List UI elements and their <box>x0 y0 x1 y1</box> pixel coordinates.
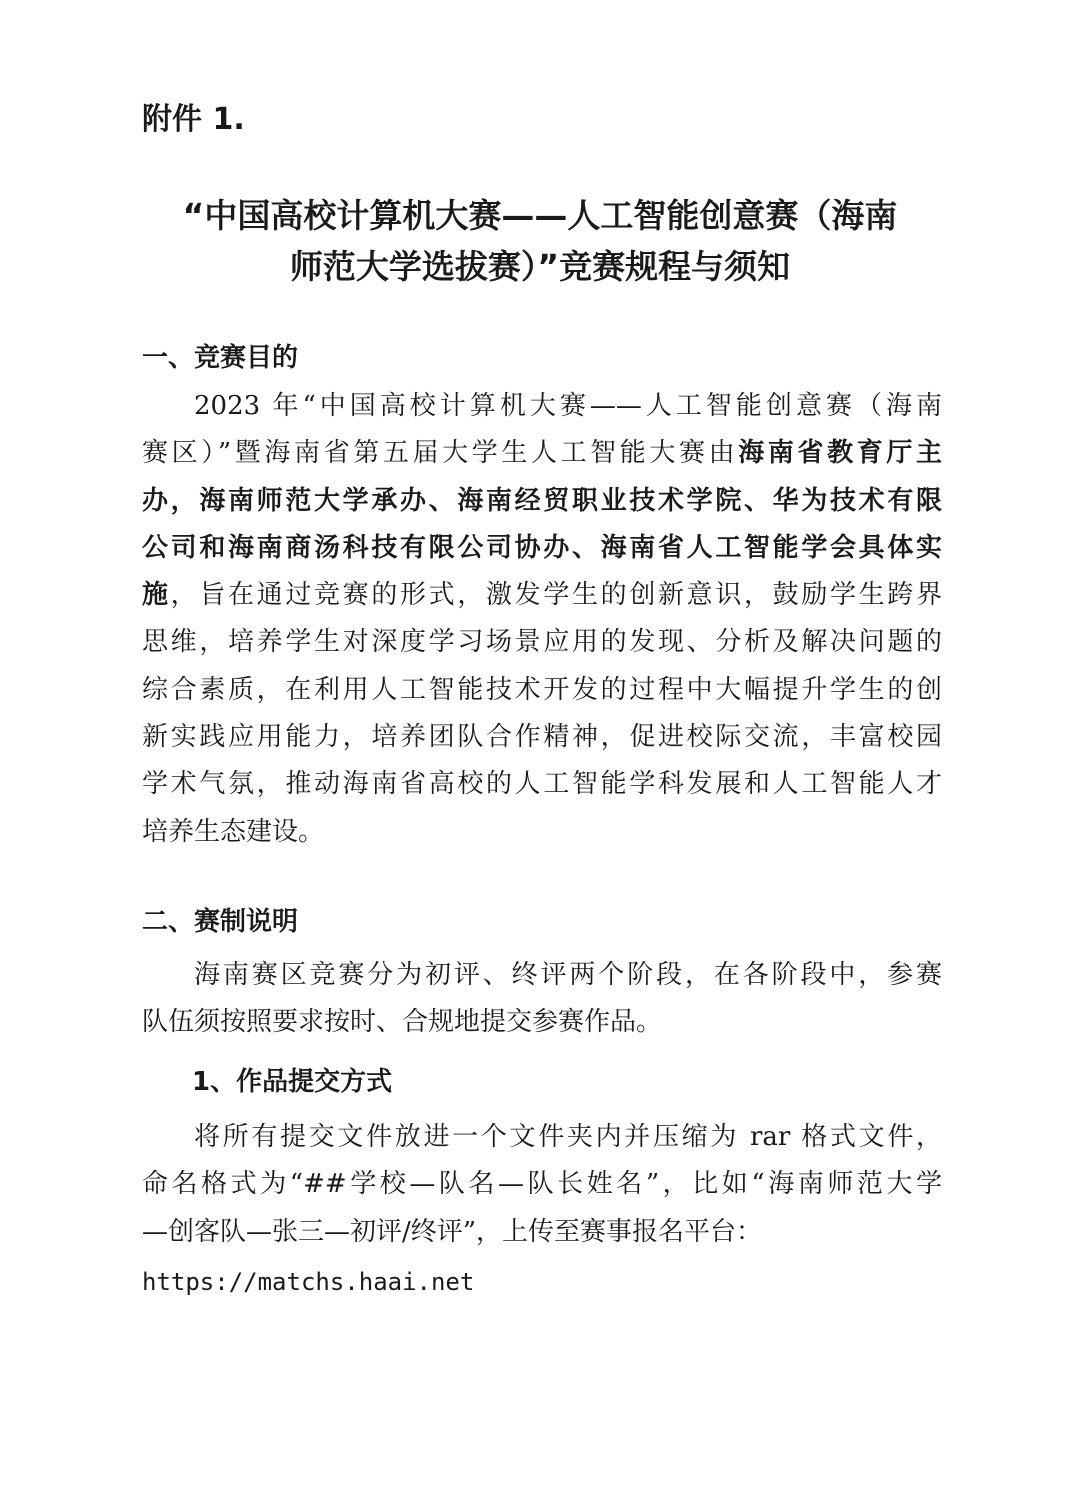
attachment-label: 附件 1. <box>142 102 245 137</box>
title-line-2: 师范大学选拔赛）”竞赛规程与须知 <box>289 247 791 286</box>
bold-text: 公司和海南商汤科技有限公司协办、海南省人工智能学会具体实 <box>142 532 942 563</box>
document-title <box>140 190 940 292</box>
paragraph-line <box>142 667 942 714</box>
bold-text: 办，海南师范大学承办、海南经贸职业技术学院、华为技术有限 <box>142 485 942 516</box>
text-run: 2023 年“中国高校计算机大赛——人工智能创意赛（海南 <box>194 391 942 421</box>
paragraph-line <box>142 952 942 999</box>
paragraph-line <box>142 999 942 1046</box>
text-run: 综合素质，在利用人工智能技术开发的过程中大幅提升学生的创 <box>142 674 942 705</box>
paragraph-line <box>142 525 942 572</box>
text-run: 将所有提交文件放进一个文件夹内并压缩为 rar 格式文件， <box>194 1122 942 1152</box>
section-heading-purpose: 一、竞赛目的 <box>142 343 299 373</box>
paragraph-purpose <box>142 383 942 856</box>
paragraph-line <box>142 478 942 525</box>
paragraph-line <box>142 809 942 856</box>
submission-url: https://matchs.haai.net <box>142 1268 475 1296</box>
bold-text: 施 <box>142 580 171 611</box>
text-run: 赛区）”暨海南省第五届大学生人工智能大赛由 <box>142 438 739 469</box>
paragraph-line <box>142 714 942 761</box>
paragraph-format <box>142 952 942 1047</box>
text-run: 海南赛区竞赛分为初评、终评两个阶段，在各阶段中，参赛 <box>194 960 942 990</box>
text-run: ，旨在通过竞赛的形式，激发学生的创新意识，鼓励学生跨界 <box>170 580 942 611</box>
text-run: —创客队—张三—初评/终评”，上传至赛事报名平台： <box>142 1216 763 1247</box>
text-run: 命名格式为“##学校—队名—队长姓名”，比如“海南师范大学 <box>142 1169 942 1200</box>
text-run: 队伍须按照要求按时、合规地提交参赛作品。 <box>142 1007 663 1038</box>
paragraph-line <box>142 761 942 808</box>
text-run: 新实践应用能力，培养团队合作精神，促进校际交流，丰富校园 <box>142 722 942 753</box>
paragraph-line <box>142 572 942 619</box>
bold-text: 海南省教育厅主 <box>738 438 942 469</box>
text-run: 学术气氛，推动海南省高校的人工智能学科发展和人工智能人才 <box>142 769 942 800</box>
text-run: 培养生态建设。 <box>142 816 325 847</box>
paragraph-line <box>142 383 942 430</box>
text-run: 思维，培养学生对深度学习场景应用的发现、分析及解决问题的 <box>142 627 942 658</box>
section-heading-format: 二、赛制说明 <box>142 907 299 937</box>
paragraph-line <box>142 1209 942 1256</box>
paragraph-line <box>142 430 942 477</box>
paragraph-line <box>142 619 942 666</box>
paragraph-submission <box>142 1114 942 1256</box>
subsection-heading-submission: 1、作品提交方式 <box>192 1067 393 1097</box>
paragraph-line <box>142 1114 942 1161</box>
title-line-1: “中国高校计算机大赛——人工智能创意赛（海南 <box>182 196 898 235</box>
paragraph-line <box>142 1161 942 1208</box>
